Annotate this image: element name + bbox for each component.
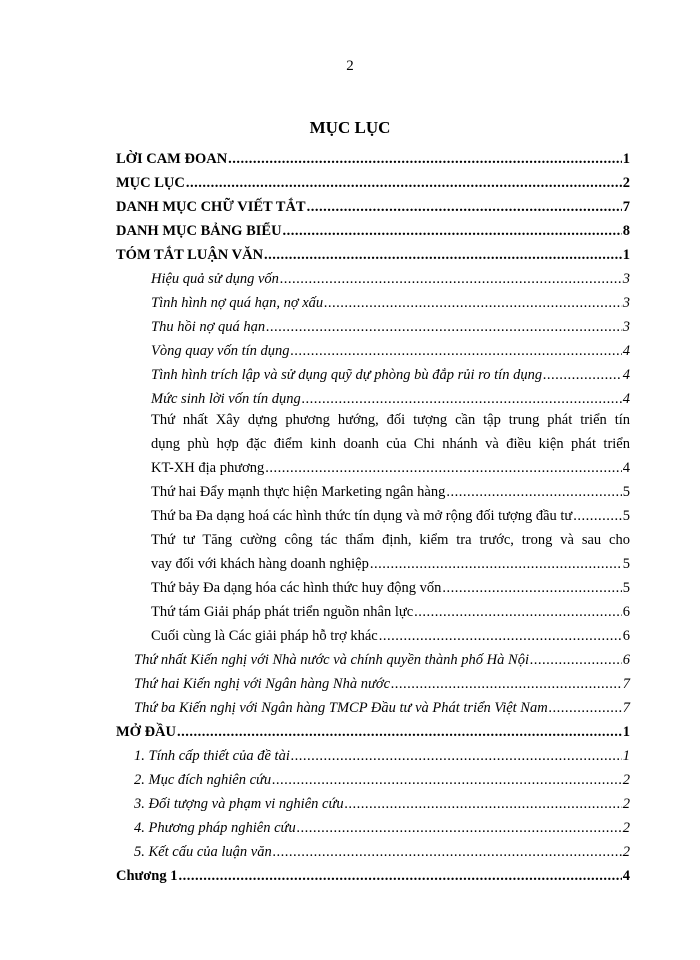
toc-entry-label-line: Thứ tư Tăng cường công tác thẩm định, kiểm tra trước, trong và sau cho [151,532,630,548]
toc-entry-page: 8 [622,223,630,239]
dot-leader [283,219,622,243]
toc-entry-label: 1. Tính cấp thiết của đề tài [134,748,290,764]
toc-entry-page: 7 [622,199,630,215]
toc-entry[interactable] [116,195,630,219]
toc-entry-page: 4 [622,343,630,359]
toc-entry[interactable] [151,291,630,315]
dot-leader [186,171,622,195]
dot-leader [379,624,622,648]
toc-title: MỤC LỤC [309,118,391,137]
toc-entry-page: 4 [622,460,630,476]
toc-entry[interactable] [151,504,630,528]
toc-entry[interactable] [134,672,630,696]
toc-entry-label: MỤC LỤC [116,175,185,191]
page-number: 2 [346,58,354,74]
toc-entry[interactable] [151,339,630,363]
dot-leader [264,243,622,267]
toc-entry[interactable] [116,219,630,243]
toc-entry[interactable] [134,744,630,768]
dot-leader [530,648,622,672]
dot-leader [273,840,622,864]
toc-entry-label: 5. Kết cấu của luận văn [134,844,272,860]
dot-leader [297,816,622,840]
toc-entry[interactable] [134,768,630,792]
toc-entry-label: Thứ hai Kiến nghị với Ngân hàng Nhà nước [134,676,391,692]
toc-entry-page: 5 [622,508,630,524]
toc-entry-label: Mức sinh lời vốn tín dụng [151,391,301,407]
toc-entry[interactable] [151,528,630,576]
toc-entry-label: Thứ tám Giải pháp phát triển nguồn nhân lực [151,604,414,620]
dot-leader [414,600,622,624]
toc-entry-label: Hiệu quả sử dụng vốn [151,271,279,287]
toc-entry-page: 2 [622,820,630,836]
toc-entry-label: Thu hồi nợ quá hạn [151,319,266,335]
toc-entry[interactable] [151,267,630,291]
toc-entry-page: 3 [622,271,630,287]
toc-entry-label: 2. Mục đích nghiên cứu [134,772,272,788]
dot-leader [291,744,622,768]
toc-entry-page: 5 [622,556,630,572]
toc-entry-label: Thứ ba Kiến nghị với Ngân hàng TMCP Đầu tư và Phát triển Việt Nam [134,700,548,716]
toc-entry[interactable] [134,840,630,864]
toc-entry-last-line [151,456,630,480]
toc-entry-page: 4 [622,391,630,407]
dot-leader [177,720,622,744]
toc-entry-label: Tình hình nợ quá hạn, nợ xấu [151,295,324,311]
toc-entry-label: vay đối với khách hàng doanh nghiệp [151,556,369,572]
toc-entry-page: 3 [622,295,630,311]
toc-entry-label: MỞ ĐẦU [116,724,177,740]
toc-entry-label: Thứ hai Đẩy mạnh thực hiện Marketing ngân hàng [151,484,446,500]
dot-leader [272,768,622,792]
toc-entry-label: Thứ bảy Đa dạng hóa các hình thức huy động vốn [151,580,442,596]
toc-entry-label: KT-XH địa phương [151,460,265,476]
toc-entry-label: LỜI CAM ĐOAN [116,151,228,167]
toc-entry[interactable] [134,696,630,720]
dot-leader [307,195,622,219]
toc-entry-page: 2 [622,796,630,812]
dot-leader [291,339,622,363]
toc-entry-page: 4 [622,868,630,884]
toc-entry-last-line [151,552,630,576]
dot-leader [324,291,622,315]
dot-leader [442,576,621,600]
toc-entry-label: DANH MỤC BẢNG BIỂU [116,223,282,239]
toc-entry-label: Thứ ba Đa dạng hoá các hình thức tín dụng và mở rộng đối tượng đầu tư [151,508,573,524]
toc-entry-label: Cuối cùng là Các giải pháp hỗ trợ khác [151,628,378,644]
toc-entry-page: 6 [622,628,630,644]
toc-entry-page: 5 [622,484,630,500]
dot-leader [266,315,622,339]
toc-entry-label: 3. Đối tượng và phạm vi nghiên cứu [134,796,344,812]
dot-leader [549,696,622,720]
toc-entry[interactable] [151,576,630,600]
toc-entry-label: Tình hình trích lập và sử dụng quỹ dự phòng bù đắp rủi ro tín dụng [151,367,543,383]
toc-entry[interactable] [116,243,630,267]
toc-entry-page: 1 [622,247,630,263]
dot-leader [228,147,622,171]
dot-leader [391,672,622,696]
toc-entry-label-line: Thứ nhất Xây dựng phương hướng, đối tượng cần tập trung phát triển tín [151,412,630,428]
toc-entry-page: 1 [622,724,630,740]
dot-leader [573,504,621,528]
dot-leader [543,363,622,387]
dot-leader [178,864,621,888]
toc-entry[interactable] [116,864,630,888]
toc-entry[interactable] [151,600,630,624]
toc-entry-label: Vòng quay vốn tín dụng [151,343,290,359]
dot-leader [345,792,622,816]
toc-entry[interactable] [134,648,630,672]
dot-leader [370,552,622,576]
toc-entry-page: 2 [622,175,630,191]
toc-entry-label: TÓM TẮT LUẬN VĂN [116,247,264,263]
toc-entry[interactable] [116,720,630,744]
dot-leader [280,267,622,291]
toc-entry[interactable] [134,792,630,816]
dot-leader [446,480,621,504]
toc-entry-page: 6 [622,652,630,668]
toc-entry-page: 4 [622,367,630,383]
toc-entry-page: 7 [622,676,630,692]
toc-entry-page: 1 [622,151,630,167]
toc-entry-page: 7 [622,700,630,716]
toc-entry-page: 2 [622,844,630,860]
toc-entry[interactable] [151,363,630,387]
toc-entry-page: 5 [622,580,630,596]
toc-entry[interactable] [134,816,630,840]
dot-leader [265,456,621,480]
toc-entry-page: 3 [622,319,630,335]
toc-entry-label: 4. Phương pháp nghiên cứu [134,820,296,836]
toc-entry[interactable] [116,171,630,195]
toc-entry-label: Chương 1 [116,868,178,884]
toc-entry-page: 1 [622,748,630,764]
toc-entry-label: DANH MỤC CHỮ VIẾT TẮT [116,199,306,215]
toc-entry-label-line: dụng phù hợp đặc điểm kinh doanh của Chi nhánh và điều kiện phát triển [151,436,630,452]
toc-entry[interactable] [116,147,630,171]
toc-entry-page: 6 [622,604,630,620]
toc-entry[interactable] [151,624,630,648]
toc-entry[interactable] [151,480,630,504]
toc-entry[interactable] [151,315,630,339]
toc-entry-page: 2 [622,772,630,788]
toc-entry[interactable] [151,408,630,480]
toc-entry-label: Thứ nhất Kiến nghị với Nhà nước và chính quyền thành phố Hà Nội [134,652,529,668]
